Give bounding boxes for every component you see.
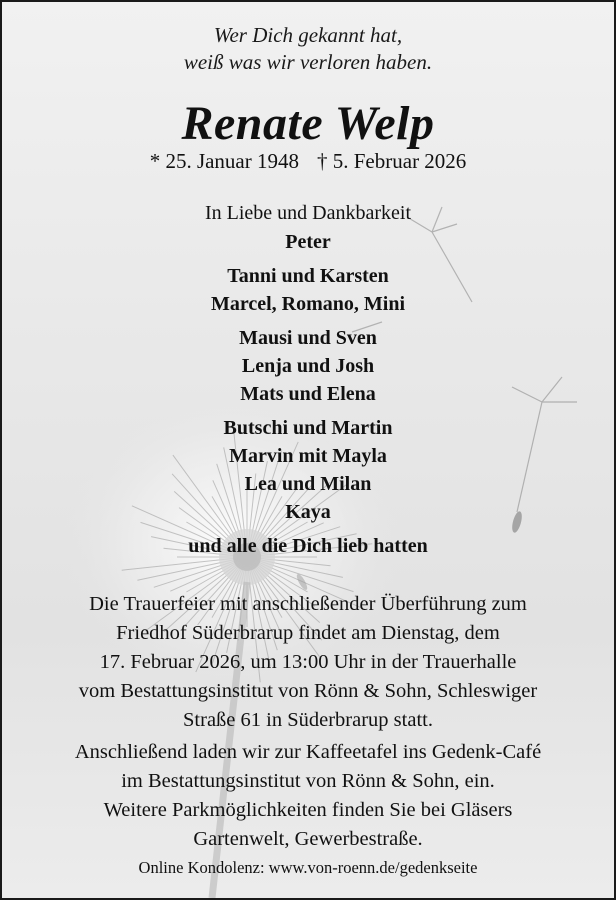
mourners-list — [2, 198, 614, 560]
mourner-line: Marvin mit Mayla — [229, 445, 387, 467]
online-condolence: Online Kondolenz: www.von-roenn.de/gedenkseite — [138, 858, 478, 877]
funeral-line: Friedhof Süderbrarup findet am Dienstag, dem — [116, 622, 500, 644]
funeral-line: Straße 61 in Süderbrarup statt. — [183, 709, 433, 731]
deceased-name: Renate Welp — [181, 97, 435, 150]
reception-line: im Bestattungsinstitut von Rönn & Sohn, ein. — [121, 770, 495, 792]
mourner-line: Mausi und Sven — [239, 327, 377, 349]
death-date: † 5. Februar 2026 — [317, 149, 467, 173]
reception-line: Weitere Parkmöglichkeiten finden Sie bei Gläsers — [103, 799, 513, 821]
funeral-line: Die Trauerfeier mit anschließender Überführung zum — [89, 593, 527, 615]
life-dates — [2, 148, 614, 174]
mourners-intro: In Liebe und Dankbarkeit — [204, 202, 412, 224]
mourners-closing: und alle die Dich lieb hatten — [188, 535, 428, 557]
mourner-line: Peter — [285, 231, 331, 253]
mourner-line: Marcel, Romano, Mini — [210, 293, 406, 315]
mourner-line: Kaya — [285, 501, 331, 523]
mourner-line: Lenja und Josh — [241, 355, 375, 377]
motto-line-1: Wer Dich gekannt hat, — [213, 23, 403, 47]
reception-notice — [2, 738, 614, 854]
funeral-line: vom Bestattungsinstitut von Rönn & Sohn, Schleswiger — [78, 680, 538, 702]
mourner-line: Lea und Milan — [244, 473, 372, 495]
mourner-line: Tanni und Karsten — [227, 265, 389, 287]
birth-date: * 25. Januar 1948 — [149, 149, 299, 173]
funeral-notice — [2, 590, 614, 735]
funeral-line: 17. Februar 2026, um 13:00 Uhr in der Trauerhalle — [99, 651, 517, 673]
motto-line-2: weiß was wir verloren haben. — [183, 50, 433, 74]
reception-line: Anschließend laden wir zur Kaffeetafel ins Gedenk-Café — [74, 741, 542, 763]
mourner-line: Mats und Elena — [240, 383, 376, 405]
reception-line: Gartenwelt, Gewerbestraße. — [193, 828, 423, 850]
mourner-line: Butschi und Martin — [223, 417, 393, 439]
